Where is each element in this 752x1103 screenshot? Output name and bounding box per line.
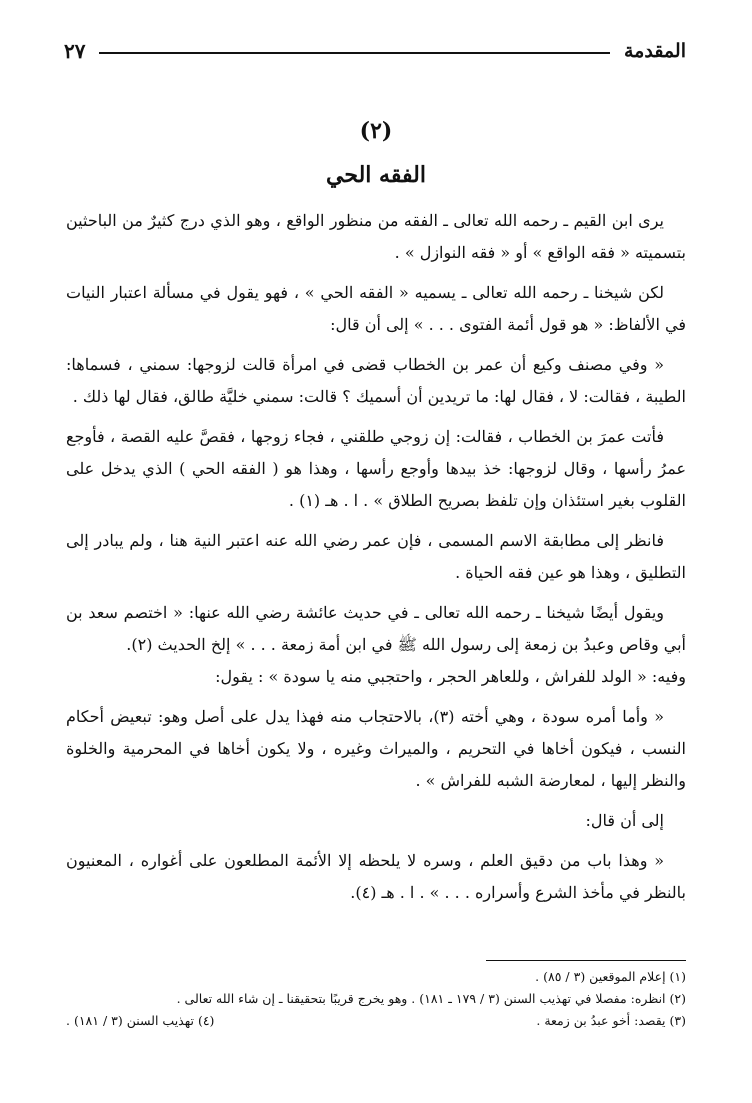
footnote-3: (٣) يقصد: أخو عبدُ بن زمعة . [536,1013,686,1028]
paragraph: وفيه: « الولد للفراش ، وللعاهر الحجر ، واحتجبي منه يا سودة » : يقول: [215,667,686,686]
paragraph: « وهذا باب من دقيق العلم ، وسره لا يلحظه إلا الأئمة المطلعون على أغواره ، المعنيون بالنظر في مأخذ الشرع وأسراره . . . » . ا . هـ (٤). [66,851,686,902]
paragraph: « وفي مصنف وكيع أن عمر بن الخطاب قضى في امرأة قالت لزوجها: سمني ، فسماها: الطيبة ، فقالت: لا ، فقال لها: ما تريدين أن أسميك ؟ قالت: سمني خليَّة طالق، فقال لها ذلك . [66,355,686,406]
chapter-number: (٢) [359,118,393,144]
footnote-1: (١) إعلام الموقعين (٣ / ٨٥) . [535,969,686,984]
header-rule [99,52,610,54]
footnote-rule [486,960,686,961]
paragraph: ويقول أيضًا شيخنا ـ رحمه الله تعالى ـ في حديث عائشة رضي الله عنها: « اختصم سعد بن أبي وقاص وعبدُ بن زمعة إلى رسول الله ﷺ في ابن أمة زمعة . . . » إلخ الحديث (٢). [66,603,686,654]
section-title: المقدمة [623,40,686,62]
paragraph: يرى ابن القيم ـ رحمه الله تعالى ـ الفقه من منظور الواقع ، وهو الذي درج كثيرٌ من الباحثين بتسميته « فقه الواقع » أو « فقه النوازل » . [66,211,686,262]
footnote-row [66,1010,686,1032]
paragraph: فأتت عمرَ بن الخطاب ، فقالت: إن زوجي طلقني ، فجاء زوجها ، فقصَّ عليه القصة ، فأوجع عمرُ رأسها ، وقال لزوجها: خذ بيدها وأوجع رأسها ، وهذا هو ( الفقه الحي ) الذي يدخل على القلوب بغير استئذان وإن تلفظ بصريح الطلاق » . ا . هـ (١) . [66,427,686,510]
paragraph: لكن شيخنا ـ رحمه الله تعالى ـ يسميه « الفقه الحي » ، فهو يقول في مسألة اعتبار النيات في الألفاظ: « هو قول أئمة الفتوى . . . » إلى أن قال: [66,283,686,334]
main-text [66,205,686,909]
chapter-title: الفقه الحي [326,162,426,188]
paragraph: إلى أن قال: [585,811,664,830]
paragraph: « وأما أمره سودة ، وهي أخته (٣)، بالاحتجاب منه فهذا يدل على أصل وهو: تبعيض أحكام النسب ، فيكون أخاها في التحريم ، والميراث وغيره ، ولا يكون أخاها في المحرمية والخلوة والنظر إليها ، لمعارضة الشبه للفراش » . [66,707,686,790]
page-number: ٢٧ [64,39,86,63]
footnotes [66,966,686,1032]
footnote-row [66,966,686,988]
footnote-4: (٤) تهذيب السنن (٣ / ١٨١) . [66,1013,215,1028]
footnote-2: (٢) انظره: مفصلا في تهذيب السنن (٣ / ١٧٩ ـ ١٨١) . وهو يخرج قريبًا بتحقيقنا ـ إن شاء الله تعالى . [176,991,686,1006]
running-header [64,36,686,66]
footnote-row [66,988,686,1010]
paragraph: فانظر إلى مطابقة الاسم المسمى ، فإن عمر رضي الله عنه اعتبر النية هنا ، ولم يبادر إلى التطليق ، وهذا هو عين فقه الحياة . [66,531,686,582]
